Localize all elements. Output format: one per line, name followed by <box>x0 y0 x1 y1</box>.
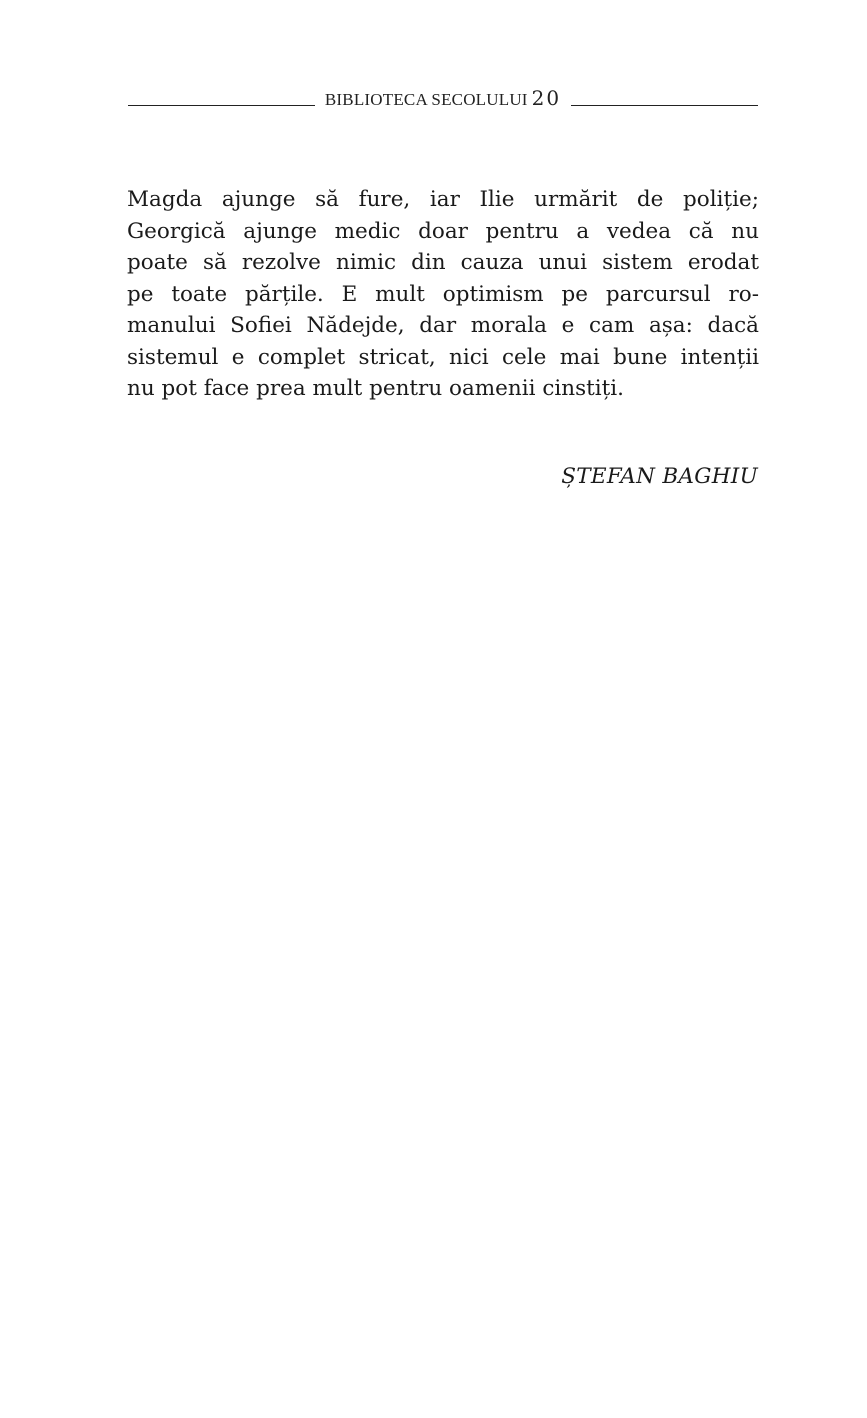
text-line: nu pot face prea mult pentru oamenii cinstiți. <box>127 376 624 401</box>
text-line: Magda ajunge să fure, iar Ilie urmărit de poliție; <box>127 187 759 212</box>
page-number: 20 <box>531 86 562 110</box>
body-paragraph <box>127 184 759 405</box>
author-signature: ȘTEFAN BAGHIU <box>561 464 758 489</box>
series-title: BIBLIOTECA SECOLULUI <box>324 90 528 109</box>
running-header <box>128 84 758 112</box>
text-line: poate să rezolve nimic din cauza unui sistem erodat <box>127 250 759 275</box>
header-rule-right <box>571 105 758 106</box>
text-line: manului Sofiei Nădejde, dar morala e cam așa: dacă <box>127 313 759 338</box>
text-line: Georgică ajunge medic doar pentru a vedea că nu <box>127 218 759 244</box>
header-rule-left <box>128 105 315 106</box>
header-title <box>315 86 571 110</box>
text-line: sistemul e complet stricat, nici cele mai bune intenții <box>127 344 759 370</box>
text-line: pe toate părțile. E mult optimism pe parcursul ro- <box>127 281 759 307</box>
